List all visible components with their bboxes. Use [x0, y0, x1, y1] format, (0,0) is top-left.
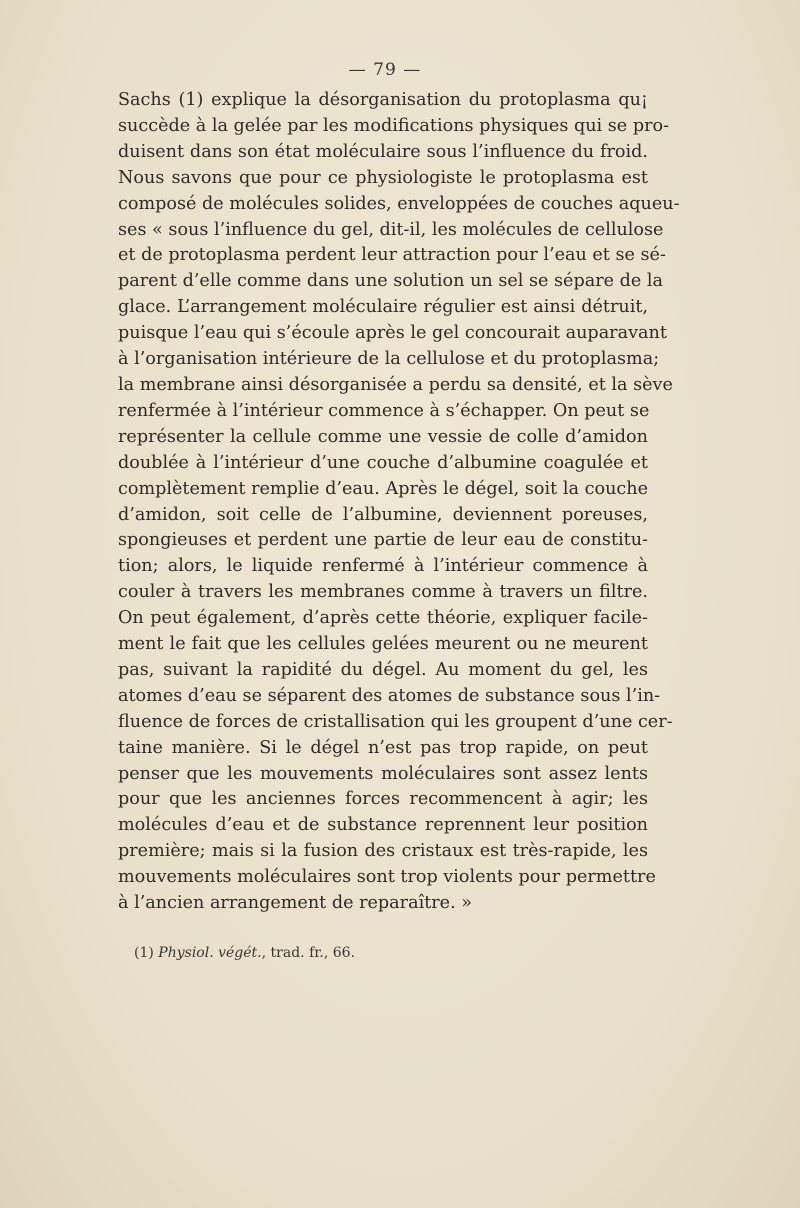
footnote-title: Physiol. végét.	[158, 945, 262, 961]
text-line: ses « sous l’influence du gel, dit-il, les molécules de cellulose	[118, 219, 664, 240]
text-line: fluence de forces de cristallisation qui les groupent d’une cer-	[118, 711, 673, 732]
text-line: couler à travers les membranes comme à travers un filtre.	[118, 582, 648, 603]
text-line: pas, suivant la rapidité du dégel. Au moment du gel, les	[118, 659, 648, 680]
text-line: renfermée à l’intérieur commence à s’échapper. On peut se	[118, 400, 650, 421]
text-line: penser que les mouvements moléculaires sont assez lents	[118, 763, 648, 784]
body-text	[118, 88, 680, 917]
footnote-marker: (1)	[134, 945, 154, 961]
text-line: Sachs (1) explique la désorganisation du protoplasma qu¡	[118, 90, 648, 110]
text-line: représenter la cellule comme une vessie de colle d’amidon	[118, 426, 648, 447]
text-line: On peut également, d’après cette théorie, expliquer facile-	[118, 608, 648, 629]
text-line: doublée à l’intérieur d’une couche d’albumine coagulée et	[118, 452, 648, 473]
text-line: d’amidon, soit celle de l’albumine, deviennent poreuses,	[118, 504, 648, 525]
text-line: tion; alors, le liquide renfermé à l’intérieur commence à	[118, 556, 648, 577]
text-line: molécules d’eau et de substance reprennent leur position	[118, 815, 648, 836]
text-line: complètement remplie d’eau. Après le dégel, soit la couche	[118, 478, 648, 499]
text-line: duisent dans son état moléculaire sous l’influence du froid.	[118, 141, 648, 162]
text-line: Nous savons que pour ce physiologiste le protoplasma est	[118, 167, 648, 188]
text-line: première; mais si la fusion des cristaux est très-rapide, les	[118, 841, 648, 862]
text-line: pour que les anciennes forces recommencent à agir; les	[118, 789, 648, 810]
footnote	[134, 945, 355, 961]
text-line: à l’ancien arrangement de reparaître. »	[118, 893, 473, 914]
text-line: taine manière. Si le dégel n’est pas trop rapide, on peut	[118, 737, 648, 758]
text-line: la membrane ainsi désorganisée a perdu sa densité, et la sève	[118, 374, 673, 395]
text-line: glace. L’arrangement moléculaire régulier est ainsi détruit,	[118, 297, 648, 318]
text-line: atomes d’eau se séparent des atomes de substance sous l’in-	[118, 685, 661, 706]
text-line: et de protoplasma perdent leur attraction pour l’eau et se sé-	[118, 245, 666, 266]
page-number: — 79 —	[348, 60, 422, 80]
text-line: spongieuses et perdent une partie de leur eau de constitu-	[118, 530, 648, 551]
text-line: succède à la gelée par les modifications physiques qui se pro-	[118, 115, 670, 136]
footnote-rest: , trad. fr., 66.	[261, 945, 356, 961]
text-line: parent d’elle comme dans une solution un sel se sépare de la	[118, 271, 664, 292]
text-line: mouvements moléculaires sont trop violents pour permettre	[118, 867, 656, 888]
text-line: puisque l’eau qui s’écoule après le gel concourait auparavant	[118, 323, 667, 344]
text-line: composé de molécules solides, enveloppées de couches aqueu-	[118, 193, 680, 214]
text-line: à l’organisation intérieure de la cellulose et du protoplasma;	[118, 349, 660, 370]
text-line: ment le fait que les cellules gelées meurent ou ne meurent	[118, 634, 648, 655]
